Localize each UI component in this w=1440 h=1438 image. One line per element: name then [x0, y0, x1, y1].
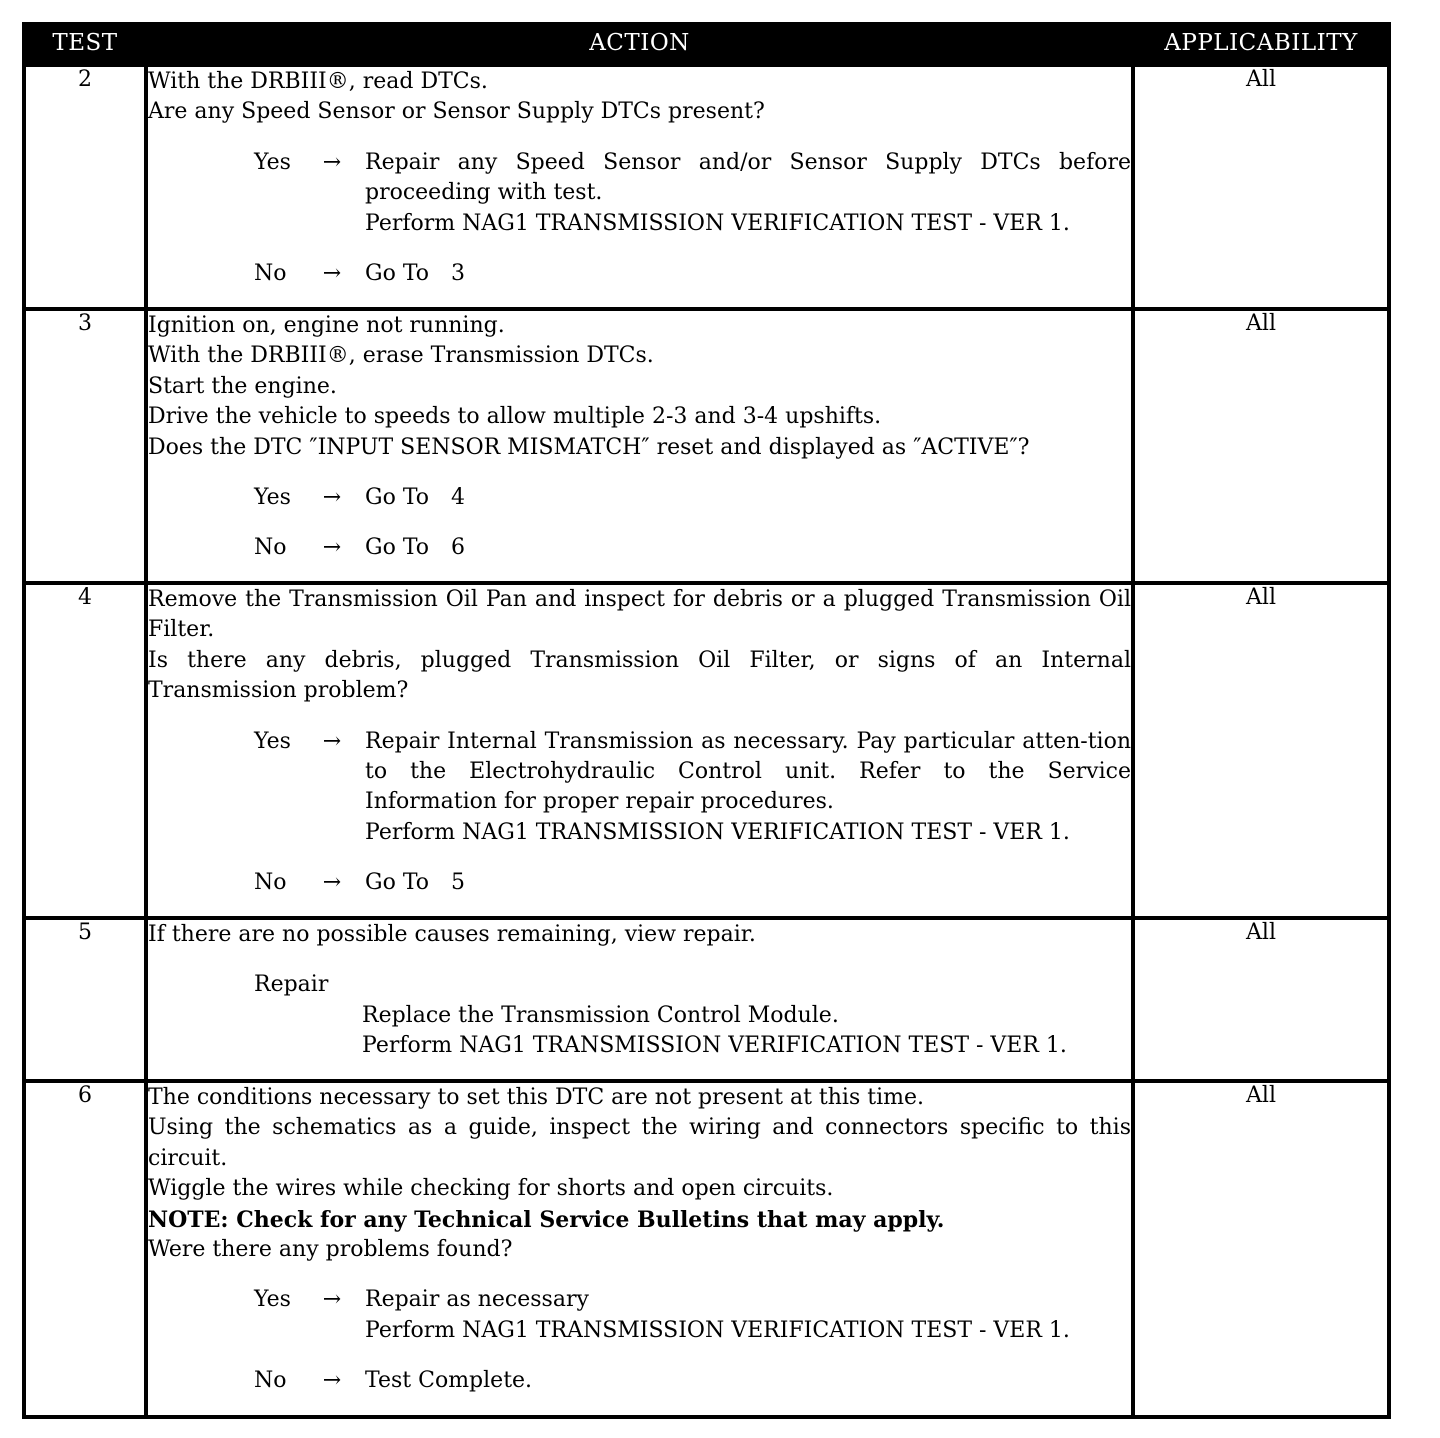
goto-step-number: 3: [451, 261, 466, 287]
question-text: Were there any problems found?: [148, 1237, 513, 1263]
yes-response: [148, 1285, 1131, 1346]
action-cell: [146, 918, 1133, 1081]
yes-response: [148, 148, 1131, 239]
goto-step-number: 4: [451, 485, 466, 511]
verification-instruction: Perform NAG1 TRANSMISSION VERIFICATION TEST - VER 1.: [362, 1033, 1067, 1059]
action-cell: [146, 583, 1133, 918]
action-line: With the DRBIII®, erase Transmission DTCs.: [148, 343, 654, 369]
arrow-icon: →: [322, 870, 342, 896]
test-number: 2: [24, 65, 146, 309]
applicability-value: All: [1133, 583, 1389, 918]
action-line: Start the engine.: [148, 373, 337, 399]
test-number: 6: [24, 1081, 146, 1417]
goto-step-number: 6: [451, 535, 466, 561]
yes-label: Yes: [254, 1287, 291, 1313]
table-header-row: [24, 22, 1389, 65]
applicability-value: All: [1133, 65, 1389, 309]
action-line: With the DRBIII®, read DTCs.: [148, 69, 488, 94]
repair-block: [148, 970, 1131, 1061]
no-label: No: [254, 1368, 287, 1394]
goto-label: Go To: [365, 535, 430, 561]
no-label: No: [254, 870, 287, 896]
arrow-icon: →: [322, 728, 342, 754]
goto-label: Go To: [365, 261, 430, 287]
no-label: No: [254, 261, 287, 287]
no-response: [148, 1366, 1131, 1396]
test-number: 3: [24, 309, 146, 583]
action-line: Are any Speed Sensor or Sensor Supply DTCs present?: [148, 99, 765, 125]
verification-instruction: Perform NAG1 TRANSMISSION VERIFICATION TEST - VER 1.: [365, 819, 1070, 845]
applicability-value: All: [1133, 918, 1389, 1081]
table-row: [24, 309, 1389, 583]
goto-label: Go To: [365, 870, 430, 896]
table-row: [24, 65, 1389, 309]
arrow-icon: →: [322, 1287, 342, 1313]
note-text: NOTE: Check for any Technical Service Bulletins that may apply.: [148, 1206, 945, 1233]
action-line: Using the schematics as a guide, inspect the wiring and connectors specific to this circuit.: [148, 1115, 1131, 1171]
action-line: Remove the Transmission Oil Pan and inspect for debris or a plugged Transmission Oil Filter.: [148, 587, 1131, 643]
action-cell: [146, 65, 1133, 309]
yes-response: [148, 727, 1131, 849]
action-line: Drive the vehicle to speeds to allow multiple 2-3 and 3-4 upshifts.: [148, 404, 882, 430]
verification-instruction: Perform NAG1 TRANSMISSION VERIFICATION TEST - VER 1.: [365, 1317, 1070, 1343]
yes-instruction: Repair Internal Transmission as necessary. Pay particular atten-tion to the Electrohydraulic Control unit. Refer to the Service Information for proper repair procedures.: [365, 728, 1131, 815]
arrow-icon: →: [322, 149, 342, 175]
yes-instruction: Repair as necessary: [365, 1287, 589, 1313]
repair-label: Repair: [254, 972, 329, 998]
diagnostic-test-table: [22, 22, 1391, 1419]
arrow-icon: →: [322, 261, 342, 287]
action-line: Wiggle the wires while checking for shorts and open circuits.: [148, 1176, 834, 1202]
yes-label: Yes: [254, 485, 291, 511]
no-label: No: [254, 535, 287, 561]
header-test: TEST: [24, 22, 146, 65]
action-line: Is there any debris, plugged Transmission Oil Filter, or signs of an Internal Transmission problem?: [148, 647, 1131, 704]
action-line: Ignition on, engine not running.: [148, 313, 505, 338]
header-action: ACTION: [146, 22, 1133, 65]
action-line: If there are no possible causes remaining, view repair.: [148, 922, 756, 947]
yes-label: Yes: [254, 149, 291, 175]
no-instruction: Test Complete.: [365, 1368, 533, 1394]
goto-step-number: 5: [451, 870, 466, 896]
no-response: [148, 259, 1131, 289]
yes-response: [148, 483, 1131, 513]
action-cell: [146, 309, 1133, 583]
table-row: [24, 583, 1389, 918]
table-row: [24, 1081, 1389, 1417]
test-number: 4: [24, 583, 146, 918]
test-number: 5: [24, 918, 146, 1081]
arrow-icon: →: [322, 1368, 342, 1394]
yes-instruction: Repair any Speed Sensor and/or Sensor Supply DTCs before proceeding with test.: [365, 149, 1131, 206]
goto-label: Go To: [365, 485, 430, 511]
action-line: The conditions necessary to set this DTC are not present at this time.: [148, 1085, 924, 1110]
no-response: [148, 533, 1131, 563]
no-response: [148, 868, 1131, 898]
repair-instruction: Replace the Transmission Control Module.: [362, 1002, 839, 1028]
arrow-icon: →: [322, 535, 342, 561]
verification-instruction: Perform NAG1 TRANSMISSION VERIFICATION TEST - VER 1.: [365, 210, 1070, 236]
arrow-icon: →: [322, 485, 342, 511]
action-line: Does the DTC ″INPUT SENSOR MISMATCH″ reset and displayed as ″ACTIVE″?: [148, 434, 1030, 460]
table-row: [24, 918, 1389, 1081]
header-applicability: APPLICABILITY: [1133, 22, 1389, 65]
applicability-value: All: [1133, 1081, 1389, 1417]
action-cell: [146, 1081, 1133, 1417]
applicability-value: All: [1133, 309, 1389, 583]
yes-label: Yes: [254, 728, 291, 754]
